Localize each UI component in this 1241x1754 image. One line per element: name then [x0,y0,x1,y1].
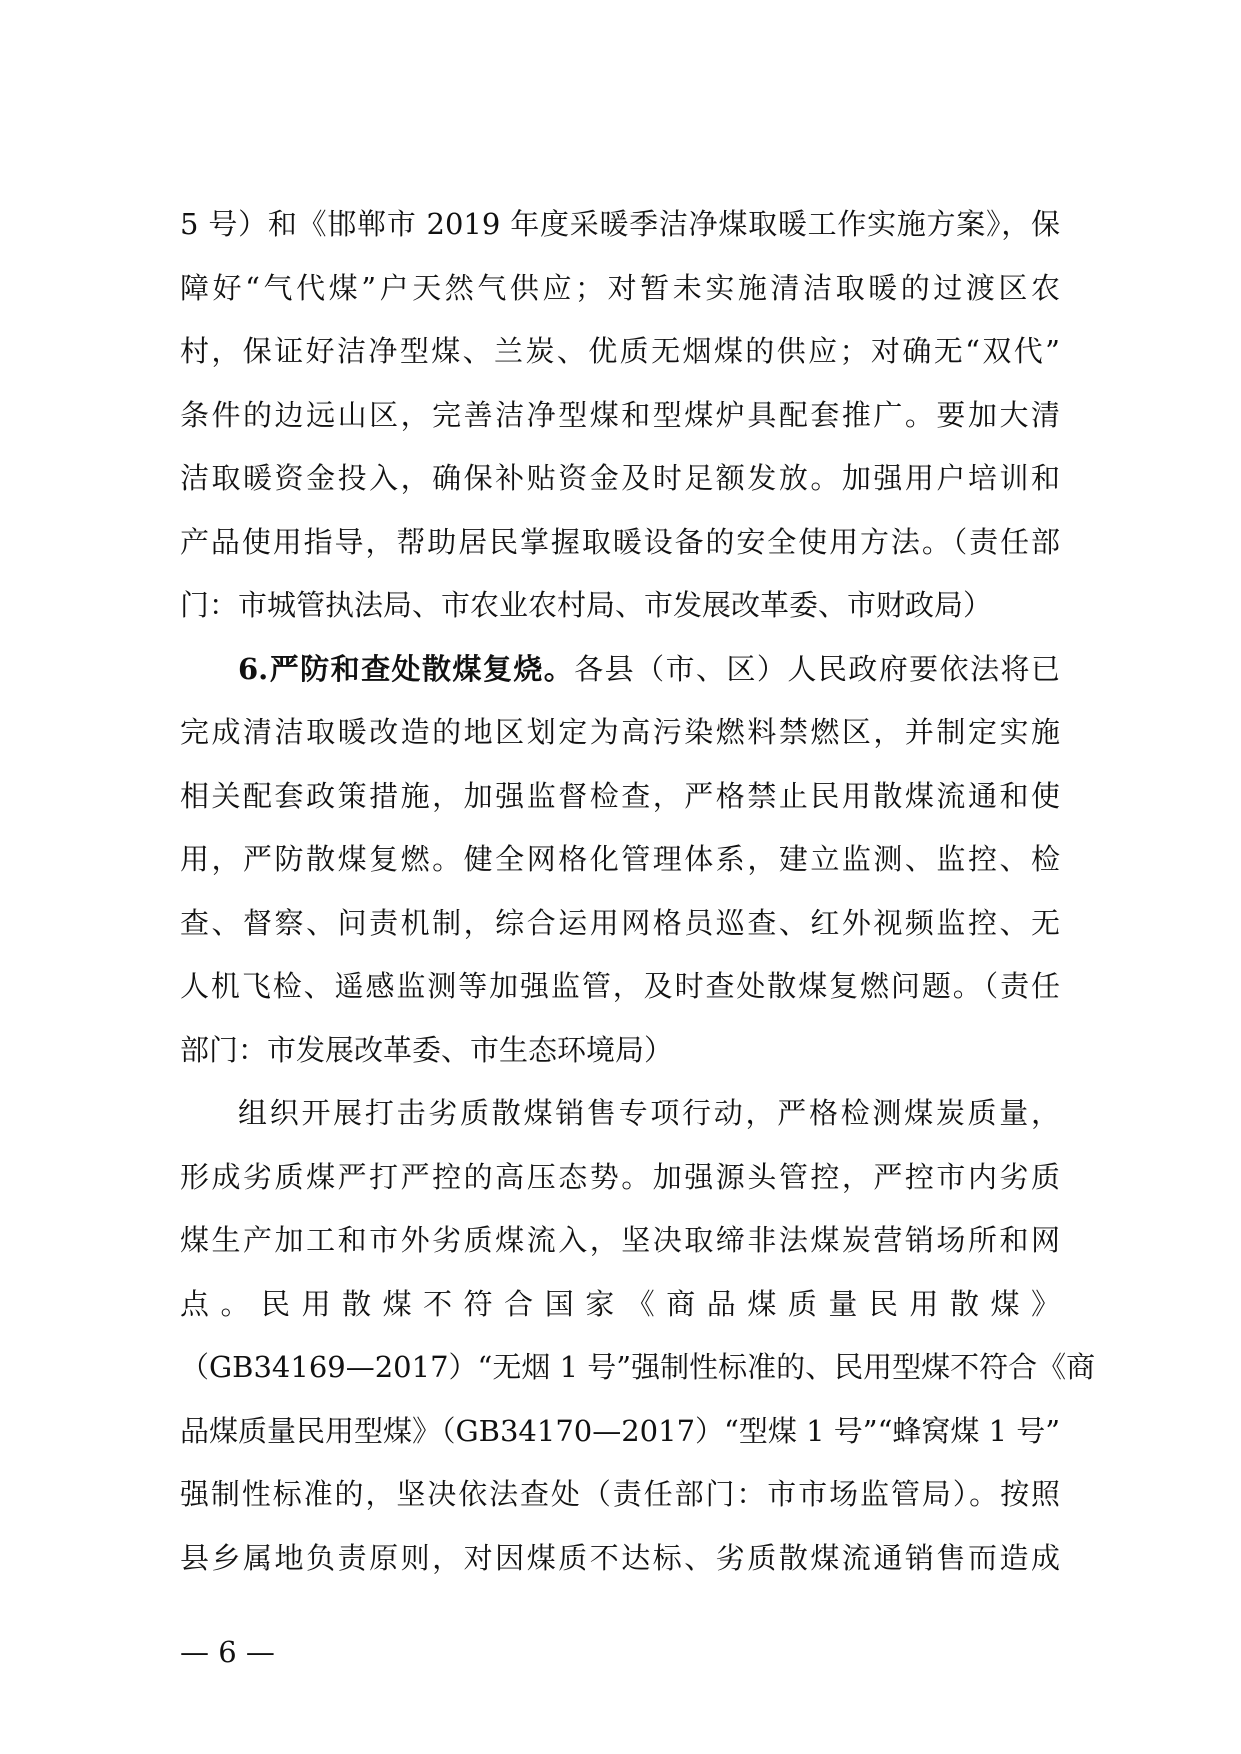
text-line [180,638,1060,702]
text-line: 5 号）和《邯郸市 2019 年度采暖季洁净煤取暖工作实施方案》，保 [180,207,1060,241]
paragraph-section-6 [180,638,1060,1083]
text-line: 形成劣质煤严打严控的高压态势。加强源头管控，严控市内劣质 [180,1159,1060,1194]
text-line: 相关配套政策措施，加强监督检查，严格禁止民用散煤流通和使 [180,778,1060,813]
text-line: 点。民用散煤不符合国家《商品煤质量民用散煤》 [180,1286,1060,1321]
text-line: 用，严防散煤复燃。健全网格化管理体系，建立监测、监控、检 [180,842,1060,876]
paragraph-gas-supply [180,193,1060,638]
text-line: 条件的边远山区，完善洁净型煤和型煤炉具配套推广。要加大清 [180,397,1060,432]
section-heading: 6.严防和查处散煤复烧。 [238,651,575,686]
text-line: 门：市城管执法局、市农业农村局、市发展改革委、市财政局） [180,588,993,622]
text-line: 完成清洁取暖改造的地区划定为高污染燃料禁燃区，并制定实施 [180,715,1060,749]
text-line: 产品使用指导，帮助居民掌握取暖设备的安全使用方法。（责任部 [180,524,1060,559]
text-line: 品煤质量民用型煤》（GB34170—2017）“型煤 1 号”“蜂窝煤 1 号” [180,1413,1061,1448]
text-span: 各县（市、区）人民政府要依法将已 [574,651,1060,686]
text-line: 查、督察、问责机制，综合运用网格员巡查、红外视频监控、无 [180,905,1060,940]
text-line: 部门：市发展改革委、市生态环境局） [180,1032,674,1067]
text-line: 障好“气代煤”户天然气供应；对暂未实施清洁取暖的过渡区农 [180,270,1060,305]
text-line: 村，保证好洁净型煤、兰炭、优质无烟煤的供应；对确无“双代” [180,334,1060,368]
text-line: 县乡属地负责原则，对因煤质不达标、劣质散煤流通销售而造成 [180,1540,1060,1575]
text-line: （GB34169—2017）“无烟 1 号”强制性标准的、民用型煤不符合《商 [180,1350,1096,1384]
paragraph-inferior-coal [180,1082,1096,1590]
text-line: 人机飞检、遥感监测等加强监管，及时查处散煤复燃问题。（责任 [180,969,1060,1003]
text-line: 组织开展打击劣质散煤销售专项行动，严格检测煤炭质量， [238,1096,1060,1130]
document-body [180,193,1096,1590]
text-line: 强制性标准的，坚决依法查处（责任部门：市市场监管局）。按照 [180,1477,1060,1511]
text-line: 煤生产加工和市外劣质煤流入，坚决取缔非法煤炭营销场所和网 [180,1223,1060,1257]
text-line: 洁取暖资金投入，确保补贴资金及时足额发放。加强用户培训和 [180,461,1060,495]
page-number: — 6 — [180,1635,275,1669]
